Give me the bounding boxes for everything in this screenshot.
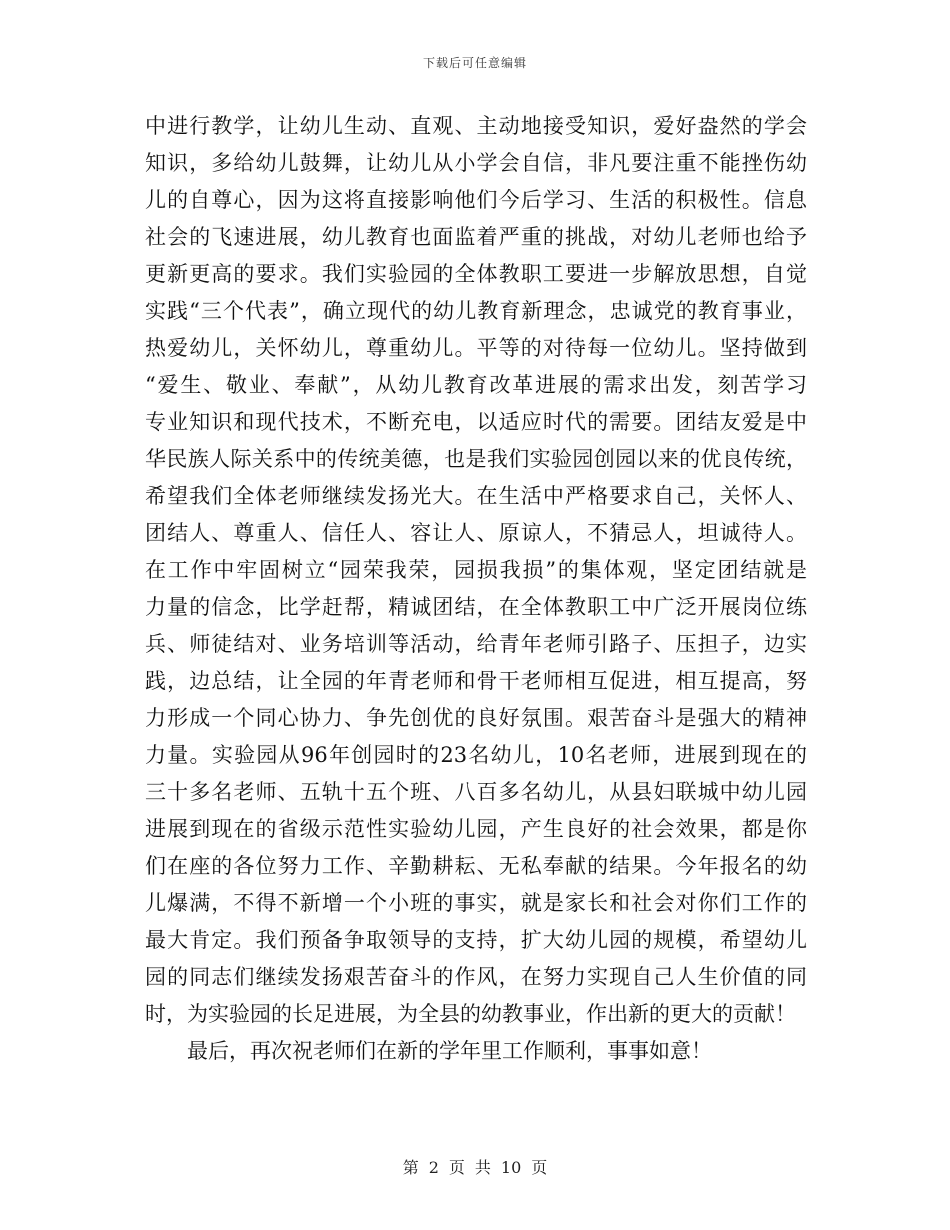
text-line: 进展到现在的省级示范性实验幼儿园，产生良好的社会效果，都是你 <box>145 817 807 841</box>
text-line: 时，为实验园的长足进展，为全县的幼教事业，作出新的更大的贡献！ <box>145 1002 796 1026</box>
footer-suffix: 页 <box>531 1158 548 1177</box>
text-line: “爱生、敬业、奉献”，从幼儿教育改革进展的需求出发，刻苦学习 <box>145 373 807 397</box>
text-line: 更新更高的要求。我们实验园的全体教职工要进一步解放思想，自觉 <box>145 262 807 286</box>
text-line: 园的同志们继续发扬艰苦奋斗的作风，在努力实现自己人生价值的同 <box>145 965 807 989</box>
page-footer <box>0 1155 950 1178</box>
text-line: 热爱幼儿，关怀幼儿，尊重幼儿。平等的对待每一位幼儿。坚持做到 <box>145 336 807 360</box>
text-line: 践，边总结，让全园的年青老师和骨干老师相互促进，相互提高，努 <box>145 669 807 693</box>
text-line: 专业知识和现代技术，不断充电，以适应时代的需要。团结友爱是中 <box>145 410 807 434</box>
text-line: 儿爆满，不得不新增一个小班的事实，就是家长和社会对你们工作的 <box>145 891 807 915</box>
text-line: 知识，多给幼儿鼓舞，让幼儿从小学会自信，非凡要注重不能挫伤幼 <box>145 151 807 175</box>
footer-page-unit: 页 <box>448 1158 465 1177</box>
text-line: 最大肯定。我们预备争取领导的支持，扩大幼儿园的规模，希望幼儿 <box>145 928 807 952</box>
text-line: 兵、师徒结对、业务培训等活动，给青年老师引路子、压担子，边实 <box>145 632 807 656</box>
text-line: 们在座的各位努力工作、辛勤耕耘、无私奉献的结果。今年报名的幼 <box>145 854 807 878</box>
text-line: 实践“三个代表”，确立现代的幼儿教育新理念，忠诚党的教育事业， <box>145 299 807 323</box>
paragraph-2 <box>145 1033 807 1070</box>
total-pages: 10 <box>500 1158 522 1177</box>
text-line: 社会的飞速进展，幼儿教育也面监着严重的挑战，对幼儿老师也给予 <box>145 225 807 249</box>
footer-total-prefix: 共 <box>474 1158 491 1177</box>
paragraph-1 <box>145 108 807 1033</box>
page-number: 2 <box>428 1158 439 1177</box>
text-line: 最后，再次祝老师们在新的学年里工作顺利，事事如意！ <box>187 1039 712 1063</box>
text-line: 儿的自尊心，因为这将直接影响他们今后学习、生活的积极性。信息 <box>145 188 807 212</box>
text-line: 华民族人际关系中的传统美德，也是我们实验园创园以来的优良传统， <box>145 447 807 471</box>
text-line: 三十多名老师、五轨十五个班、八百多名幼儿，从县妇联城中幼儿园 <box>145 780 807 804</box>
text-line: 团结人、尊重人、信任人、容让人、原谅人，不猜忌人，坦诚待人。 <box>145 521 807 545</box>
text-line: 在工作中牢固树立“园荣我荣，园损我损”的集体观，坚定团结就是 <box>145 558 807 582</box>
footer-prefix: 第 <box>402 1158 419 1177</box>
text-line: 力形成一个同心协力、争先创优的良好氛围。艰苦奋斗是强大的精神 <box>145 706 807 730</box>
text-line: 中进行教学，让幼儿生动、直观、主动地接受知识，爱好盎然的学会 <box>145 114 807 138</box>
text-line: 希望我们全体老师继续发扬光大。在生活中严格要求自己，关怀人、 <box>145 484 807 508</box>
text-line: 力量。实验园从96年创园时的23名幼儿，10名老师，进展到现在的 <box>145 743 807 767</box>
page-header-note: 下载后可任意编辑 <box>422 56 527 70</box>
text-line: 力量的信念，比学赶帮，精诚团结，在全体教职工中广泛开展岗位练 <box>145 595 807 619</box>
document-body <box>145 108 807 1070</box>
